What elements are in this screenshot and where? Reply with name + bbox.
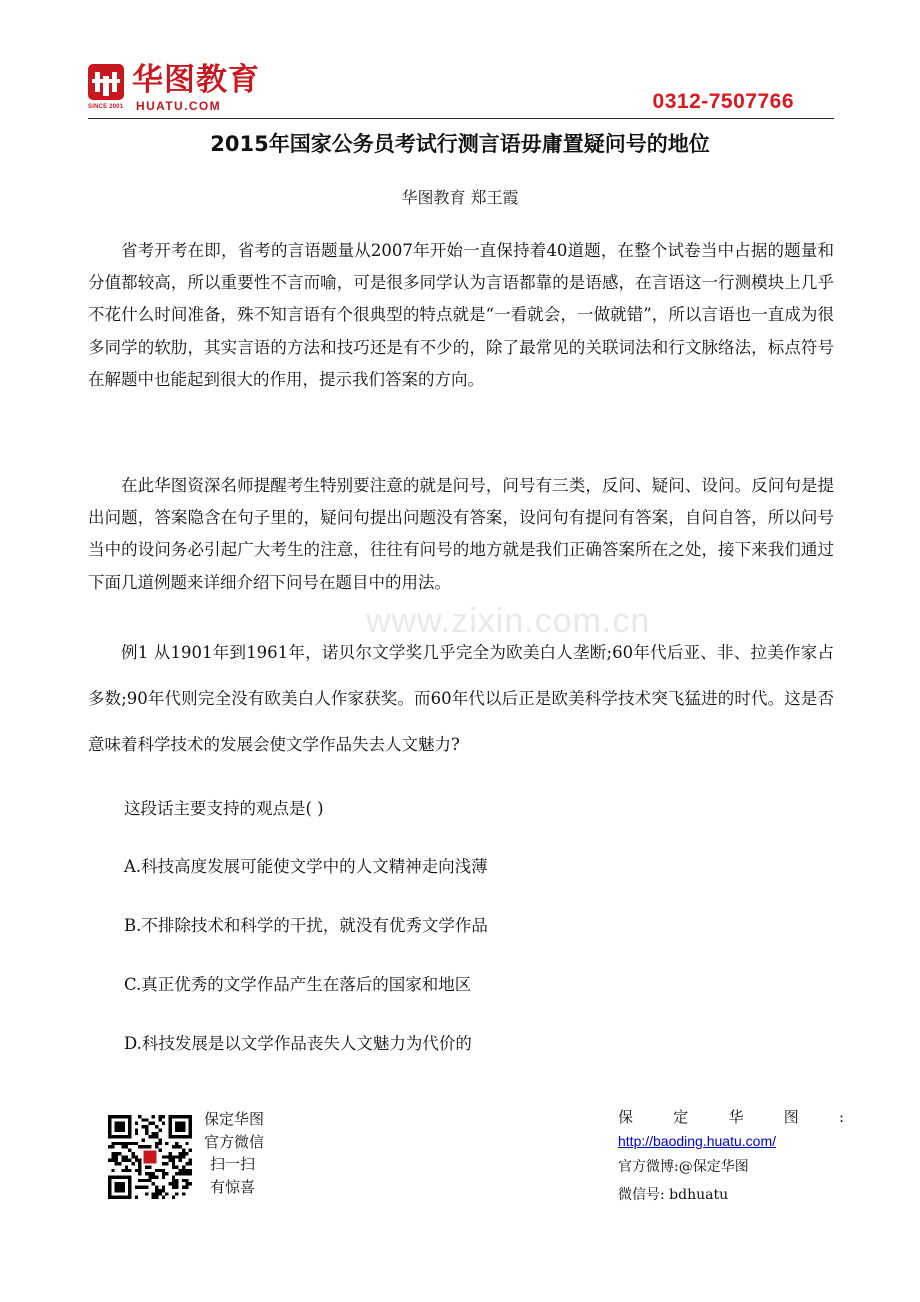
- intro-paragraph: 省考开考在即，省考的言语题量从2007年开始一直保持着40道题，在整个试卷当中占据的题量和分值都较高，所以重要性不言而喻，可是很多同学认为言语都靠的是语感，在言语这一行测模块上几乎不花什么时间准备，殊不知言语有个很典型的特点就是“一看就会，一做就错”，所以言语也一直成为很多同学的软肋，其实言语的方法和技巧还是有不少的，除了最常见的关联词法和行文脉络法，标点符号在解题中也能起到很大的作用，提示我们答案的方向。: [88, 241, 834, 389]
- page-header: [88, 58, 834, 118]
- site-label-char: 图: [783, 1108, 799, 1126]
- qr-caption-line: 保定华图: [204, 1110, 265, 1128]
- option-b: B.不排除技术和科学的干扰，就没有优秀文学作品: [124, 916, 488, 935]
- example-paragraph: 例1 从1901年到1961年，诺贝尔文学奖几乎完全为欧美白人垄断;60年代后亚、非、拉美作家占多数;90年代则完全没有欧美白人作家获奖。而60年代以后正是欧美科学技术突飞猛进的时代。这是否意味着科学技术的发展会使文学作品失去人文魅力?: [88, 643, 834, 754]
- qr-caption: [204, 1108, 294, 1198]
- watermark: www.zixin.com.cn: [366, 602, 651, 640]
- option-c: C.真正优秀的文学作品产生在落后的国家和地区: [124, 975, 472, 994]
- page-title: 2015年国家公务员考试行测言语毋庸置疑问号的地位: [210, 132, 710, 156]
- weibo-account: 官方微博:@保定华图: [618, 1159, 749, 1175]
- logo-brand-name: 华图教育: [132, 62, 260, 98]
- logo-domain: HUATU.COM: [136, 99, 222, 113]
- author-line: 华图教育 郑王霞: [401, 188, 519, 207]
- wechat-account: 微信号: bdhuatu: [618, 1187, 729, 1203]
- contact-info: [618, 1104, 844, 1208]
- qr-code-icon: [108, 1115, 192, 1199]
- site-label-char: 定: [673, 1108, 689, 1126]
- option-d: D.科技发展是以文学作品丧失人文魅力为代价的: [124, 1034, 472, 1053]
- tip-paragraph: 在此华图资深名师提醒考生特别要注意的就是问号，问号有三类，反问、疑问、设问。反问句是提出问题，答案隐含在句子里的，疑问句提出问题没有答案，设问句有提问有答案，自问自答，所以问号当中的设问务必引起广大考生的注意，往往有问号的地方就是我们正确答案所在之处，接下来我们通过下面几道例题来详细介绍下问号在题目中的用法。: [88, 476, 834, 592]
- option-a: A.科技高度发展可能使文学中的人文精神走向浅薄: [124, 857, 488, 876]
- huatu-logo-icon: [88, 64, 124, 100]
- huatu-logo: [88, 64, 288, 116]
- qr-caption-line: 有惊喜: [210, 1177, 256, 1196]
- header-divider: [88, 118, 834, 119]
- website-link[interactable]: http://baoding.huatu.com/: [618, 1133, 776, 1149]
- site-label-char: 保: [618, 1108, 634, 1126]
- qr-caption-line: 扫一扫: [210, 1155, 256, 1173]
- site-label: [618, 1104, 844, 1130]
- site-label-char: 华: [728, 1108, 744, 1126]
- qr-caption-line: 官方微信: [204, 1132, 265, 1151]
- site-label-char: :: [838, 1108, 844, 1126]
- header-phone: 0312-7507766: [652, 90, 794, 113]
- logo-since-text: SINCE 2001: [88, 104, 124, 110]
- question-stem: 这段话主要支持的观点是( ): [124, 799, 324, 818]
